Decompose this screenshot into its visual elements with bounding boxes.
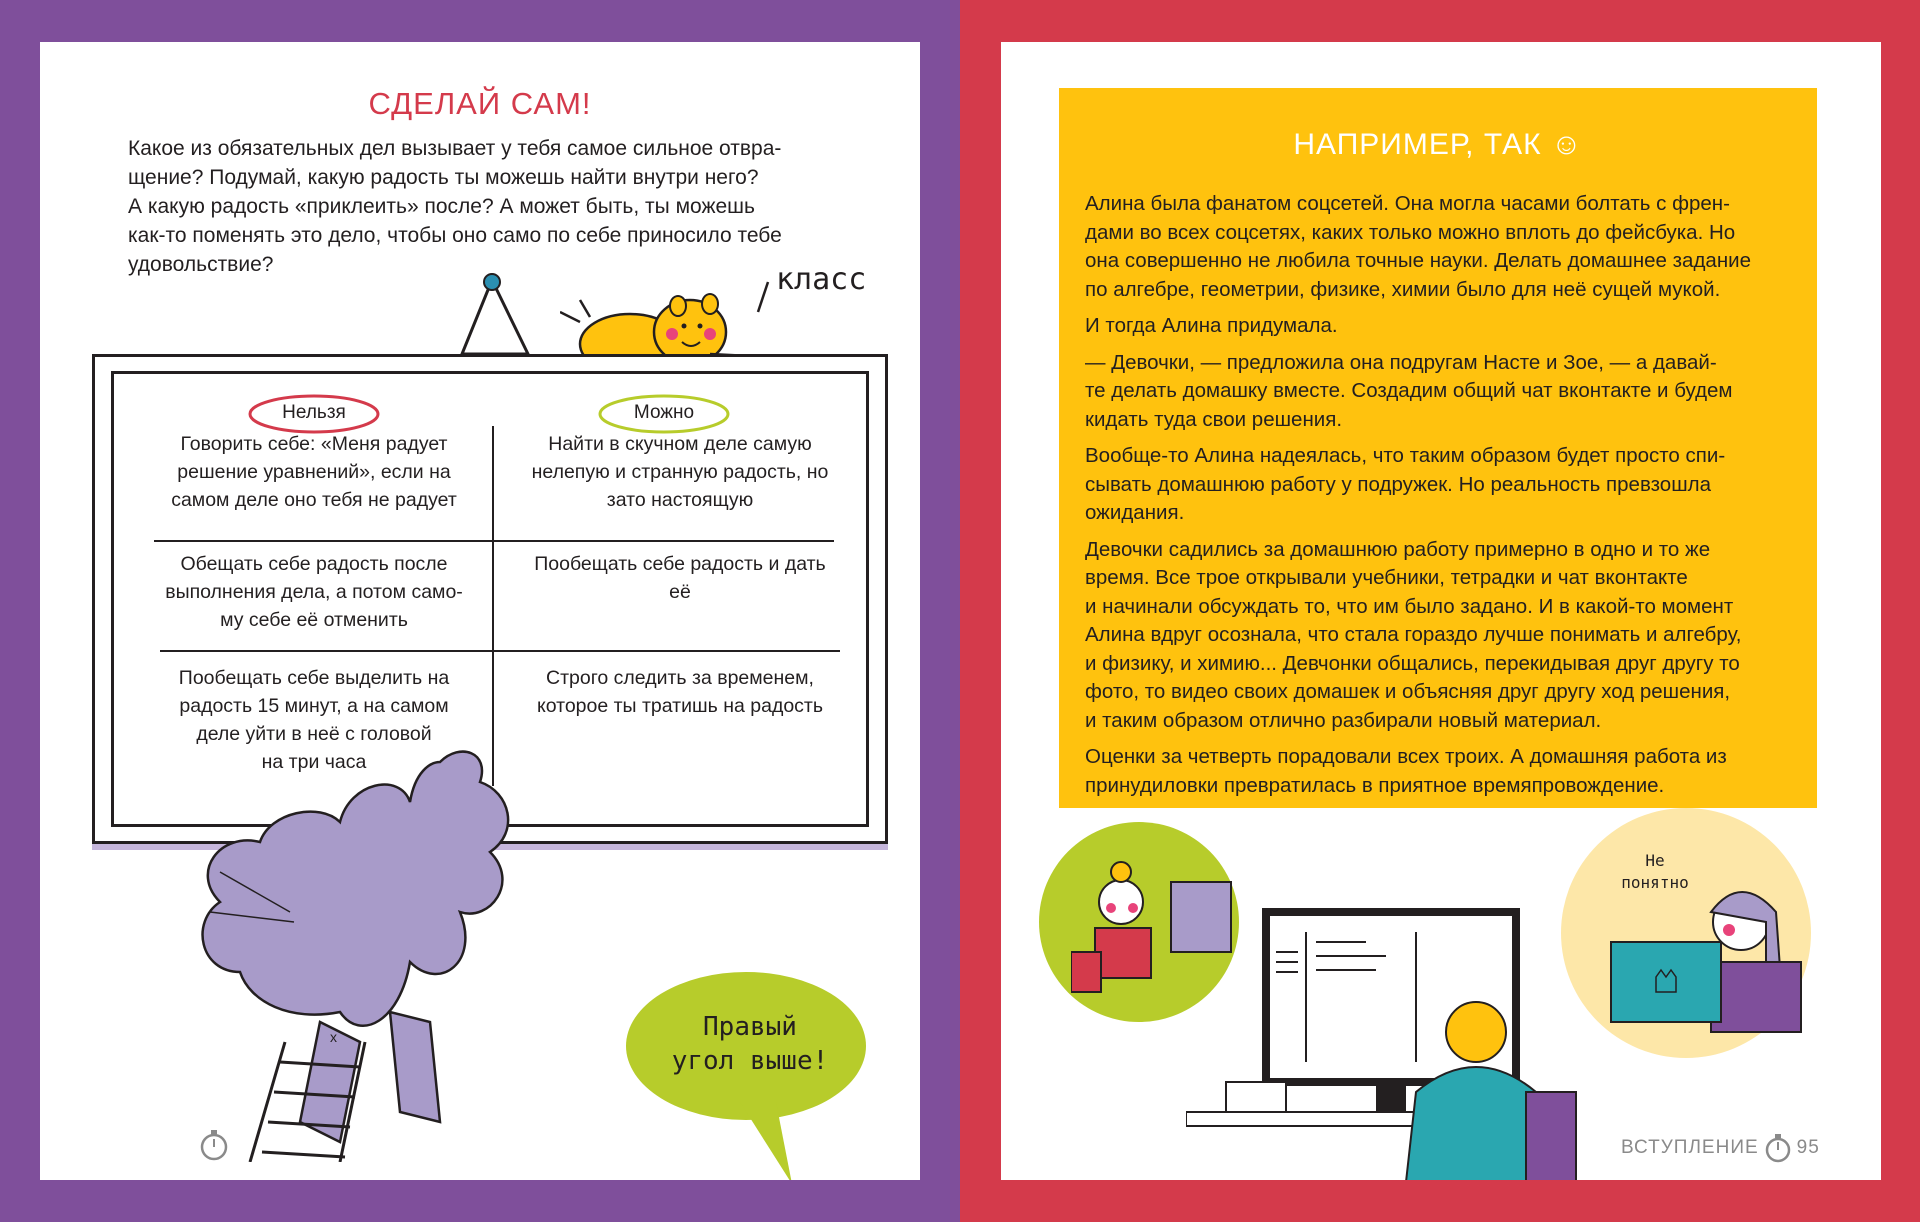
speech-tick bbox=[752, 278, 772, 318]
cell-line: Пообещать себе выделить на bbox=[178, 667, 450, 689]
story-line: И тогда Алина придумала. bbox=[1085, 314, 1338, 337]
story-paragraph bbox=[1085, 536, 1799, 736]
speech-bubble-corner-text bbox=[660, 1010, 840, 1078]
girl-with-laptop-illustration bbox=[1591, 872, 1811, 1042]
intro-line: удовольствие? bbox=[128, 253, 274, 276]
cell-line: му себе её отменить bbox=[220, 609, 408, 631]
cell-line: деле уйти в неё с головой bbox=[196, 723, 432, 745]
story-line: Оценки за четверть порадовали всех троих. А домашняя работа из bbox=[1085, 745, 1727, 768]
section-name: ВСТУПЛЕНИЕ bbox=[1621, 1137, 1759, 1158]
desk-computer-illustration bbox=[1186, 882, 1606, 1180]
story-line: те делать домашку вместе. Создадим общий чат вконтакте и будем bbox=[1085, 379, 1733, 402]
cell-line: зато настоящую bbox=[606, 489, 754, 511]
story-line: Алина вдруг осознала, что стала гораздо лучше понимать и алгебру, bbox=[1085, 623, 1742, 646]
cell-line: на три часа bbox=[261, 751, 367, 773]
intro-line: А какую радость «приклеить» после? А может быть, ты можешь bbox=[128, 195, 755, 218]
page-footer bbox=[1621, 1132, 1820, 1164]
left-intro-text bbox=[128, 134, 848, 279]
story-paragraph bbox=[1085, 743, 1799, 800]
story-line: Алина была фанатом соцсетей. Она могла часами болтать с френ- bbox=[1085, 192, 1730, 215]
cell-line: Обещать себе радость после bbox=[180, 553, 448, 575]
row-divider bbox=[154, 540, 834, 542]
klass-speech-text: класс bbox=[776, 262, 867, 297]
cell-line: Пообещать себе радость и дать bbox=[534, 553, 826, 575]
story-line: кидать туда свои решения. bbox=[1085, 407, 1343, 431]
story-line: фото, то видео своих домашек и объясняя друг другу ход решения, bbox=[1085, 680, 1731, 703]
story-line: дами во всех соцсетях, каких только можно вплоть до фейсбука. Но bbox=[1085, 220, 1736, 244]
board-hanger-illustration bbox=[450, 272, 540, 357]
intro-line: Какое из обязательных дел вызывает у тебя самое сильное отвра- bbox=[128, 137, 782, 160]
cell-line: Говорить себе: «Меня радует bbox=[180, 433, 448, 455]
story-line: и начинали обсуждать то, что им было задано. И в какой-то момент bbox=[1085, 594, 1734, 618]
cell-line: радость 15 минут, а на самом bbox=[179, 695, 449, 717]
right-page bbox=[1001, 42, 1881, 1180]
intro-line: как-то поменять это дело, чтобы оно само по себе приносило тебе bbox=[128, 224, 782, 247]
cell-line: самом деле оно тебя не радует bbox=[171, 489, 457, 511]
page-number: 95 bbox=[1796, 1137, 1820, 1158]
column-header-yes: Можно bbox=[633, 402, 695, 423]
speech-line: Не bbox=[1645, 851, 1665, 870]
story-paragraph bbox=[1085, 442, 1799, 528]
story-line: — Девочки, — предложила она подругам Насте и Зое, — а давай- bbox=[1085, 350, 1717, 374]
cell-line: которое ты тратишь на радость bbox=[536, 695, 824, 717]
story-line: время. Все трое открывали учебники, тетрадки и чат вконтакте bbox=[1085, 566, 1688, 589]
speech-bubble-tail bbox=[740, 1102, 800, 1180]
story-paragraph bbox=[1085, 190, 1799, 304]
story-box bbox=[1059, 88, 1817, 808]
cell-no-2 bbox=[144, 550, 484, 634]
story-line: и таким образом отлично разбирали новый материал. bbox=[1085, 708, 1602, 732]
intro-line: щение? Подумай, какую радость ты можешь найти внутри него? bbox=[128, 166, 759, 189]
cell-line: её bbox=[669, 581, 691, 603]
story-line: принудиловки превратилась в приятное времяпровождение. bbox=[1085, 773, 1665, 797]
cell-line: нелепую и странную радость, но bbox=[531, 461, 829, 483]
cell-yes-1 bbox=[500, 430, 860, 514]
cell-line: решение уравнений», если на bbox=[177, 461, 451, 483]
story-text bbox=[1085, 190, 1799, 808]
story-line: по алгебре, геометрии, физике, химии было для неё сущей мукой. bbox=[1085, 277, 1721, 301]
story-line: сывать домашнюю работу у подружек. Но реальность превзошла bbox=[1085, 472, 1712, 496]
story-line: ожидания. bbox=[1085, 501, 1185, 524]
cell-yes-2 bbox=[500, 550, 860, 606]
cell-yes-3 bbox=[500, 664, 860, 720]
speech-line: Правый bbox=[703, 1012, 797, 1042]
cell-no-1 bbox=[144, 430, 484, 514]
left-page-title: СДЕЛАЙ САМ! bbox=[368, 86, 592, 121]
story-line: Вообще-то Алина надеялась, что таким образом будет просто спи- bbox=[1085, 444, 1726, 467]
speech-line: понятно bbox=[1621, 873, 1689, 892]
cell-line: выполнения дела, а потом само- bbox=[165, 581, 463, 603]
cell-line: Найти в скучном деле самую bbox=[548, 433, 812, 455]
story-paragraph bbox=[1085, 312, 1799, 341]
story-line: и физику, и химию... Девчонки общались, перекидывая друг другу то bbox=[1085, 651, 1740, 675]
left-page bbox=[40, 42, 920, 1180]
story-line: Девочки садились за домашнюю работу примерно в одно и то же bbox=[1085, 537, 1711, 561]
speech-line: угол выше! bbox=[671, 1046, 829, 1076]
row-divider bbox=[160, 650, 840, 652]
purple-cat-illustration bbox=[190, 722, 610, 1162]
cell-line: Строго следить за временем, bbox=[546, 667, 814, 689]
story-title: НАПРИМЕР, ТАК ☺ bbox=[1293, 128, 1583, 161]
stopwatch-icon bbox=[198, 1128, 230, 1162]
svg-text:x: x bbox=[330, 1029, 337, 1045]
story-paragraph bbox=[1085, 349, 1799, 435]
column-header-no: Нельзя bbox=[282, 402, 346, 423]
stopwatch-icon bbox=[1763, 1132, 1793, 1164]
story-line: она совершенно не любила точные науки. Делать домашнее задание bbox=[1085, 249, 1751, 272]
